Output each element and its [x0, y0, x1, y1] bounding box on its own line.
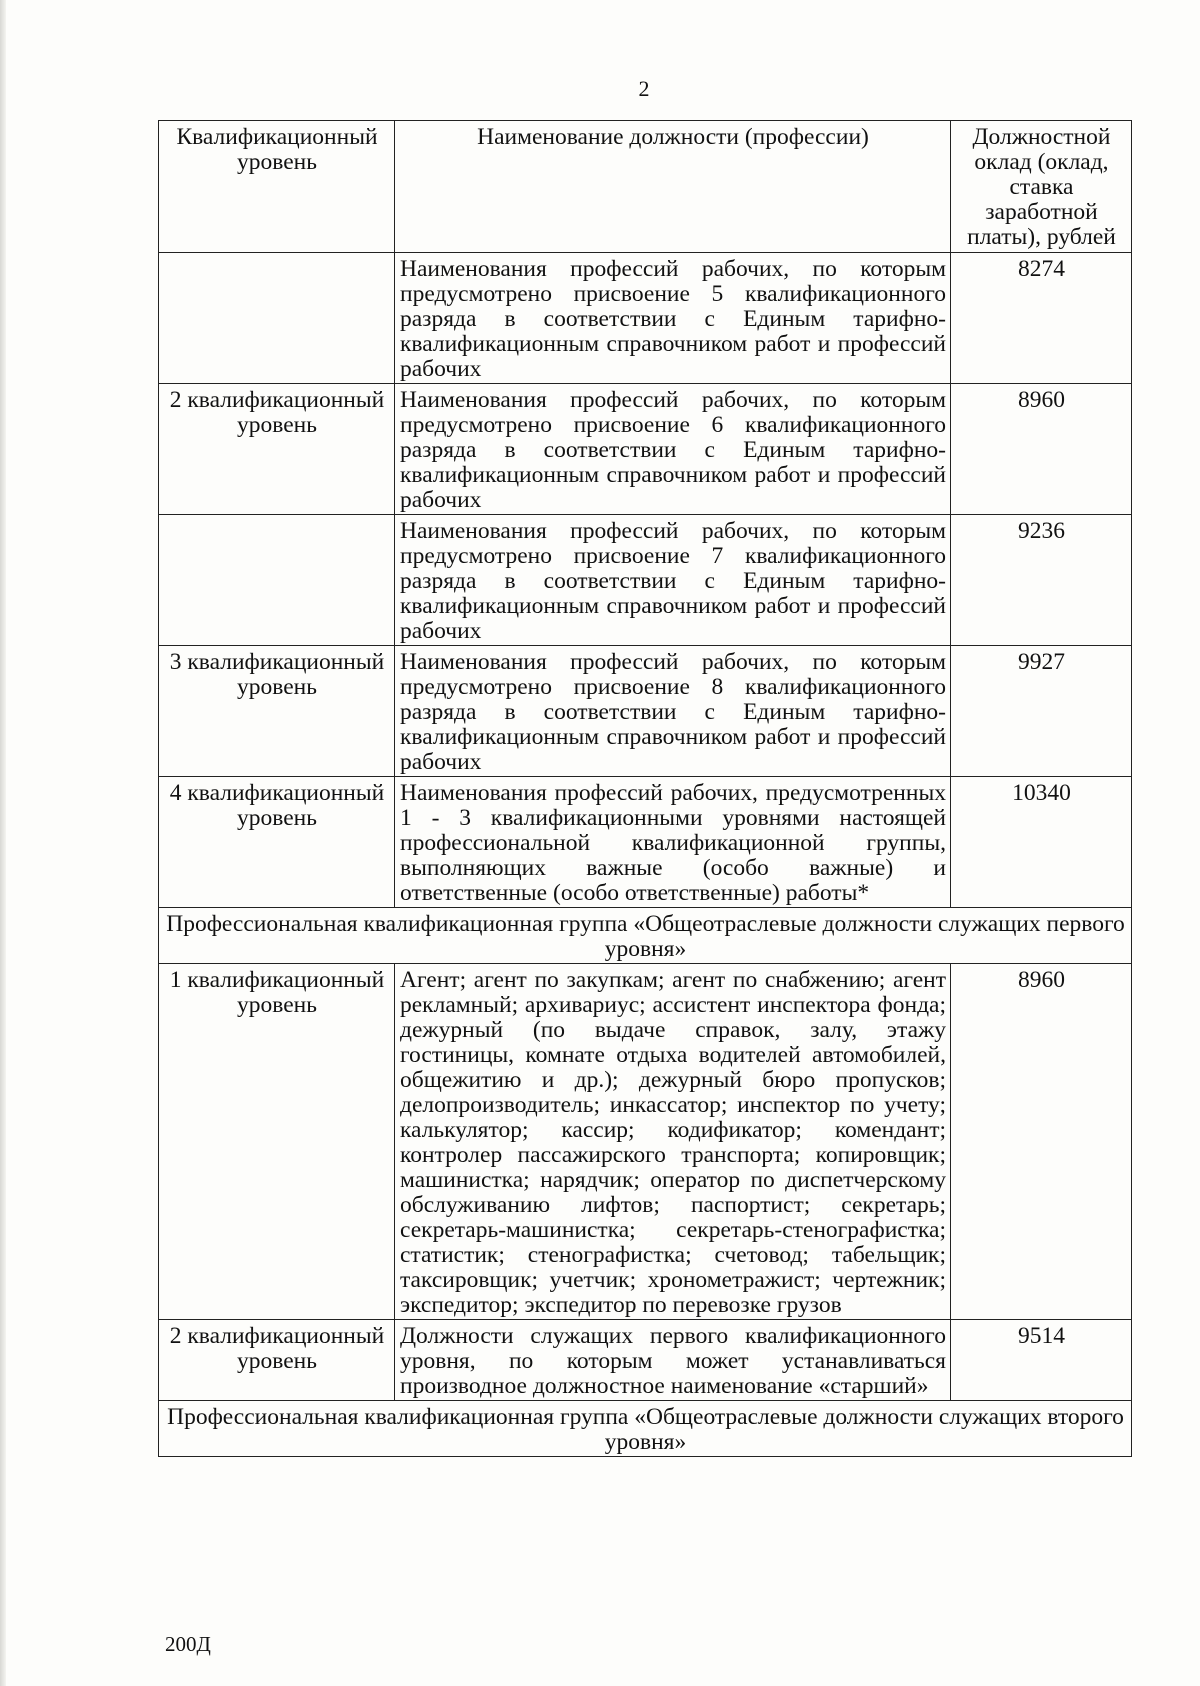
page-number: 2 [638, 76, 650, 101]
table-row [159, 1320, 1132, 1401]
salary-cell: 9236 [951, 515, 1132, 646]
group-row [159, 1401, 1132, 1457]
table-row [159, 646, 1132, 777]
salary-cell: 8960 [951, 384, 1132, 515]
name-cell: Наименования профессий рабочих, по которым предусмотрено присвоение 5 квалификационного разряда в соответствии с Единым тарифно-квалификационным справочником работ и профессий рабочих [395, 253, 951, 384]
level-cell: 1 квалификационный уровень [159, 964, 395, 1320]
table-row [159, 253, 1132, 384]
name-cell: Агент; агент по закупкам; агент по снабжению; агент рекламный; архивариус; ассистент инспектора фонда; дежурный (по выдаче справок, залу, этажу гостиницы, комнате отдыха водителей автомобилей, общежитию и др.); дежурный бюро пропусков; делопроизводитель; инкассатор; инспектор по учету; калькулятор; кассир; кодификатор; комендант; контролер пассажирского транспорта; копировщик; машинистка; нарядчик; оператор по диспетчерскому обслуживанию лифтов; паспортист; секретарь; секретарь-машинистка; секретарь-стенографистка; статистик; стенографистка; счетовод; табельщик; таксировщик; учетчик; хронометражист; чертежник; экспедитор; экспедитор по перевозке грузов [395, 964, 951, 1320]
salary-cell: 10340 [951, 777, 1132, 908]
group-title: Профессиональная квалификационная группа «Общеотраслевые должности служащих первого уровня» [159, 908, 1132, 964]
salary-cell: 8274 [951, 253, 1132, 384]
level-cell: 2 квалификационный уровень [159, 1320, 395, 1401]
name-cell: Должности служащих первого квалификационного уровня, по которым может устанавливаться производное должностное наименование «старший» [395, 1320, 951, 1401]
level-cell [159, 253, 395, 384]
table-row [159, 515, 1132, 646]
table-header-row [159, 121, 1132, 253]
salary-cell: 9514 [951, 1320, 1132, 1401]
name-cell: Наименования профессий рабочих, по которым предусмотрено присвоение 8 квалификационного разряда в соответствии с Единым тарифно-квалификационным справочником работ и профессий рабочих [395, 646, 951, 777]
salary-table [158, 120, 1132, 1457]
salary-cell: 9927 [951, 646, 1132, 777]
table-row [159, 964, 1132, 1320]
group-title: Профессиональная квалификационная группа «Общеотраслевые должности служащих второго уровня» [159, 1401, 1132, 1457]
level-cell: 2 квалификационный уровень [159, 384, 395, 515]
level-cell: 3 квалификационный уровень [159, 646, 395, 777]
name-cell: Наименования профессий рабочих, по которым предусмотрено присвоение 6 квалификационного разряда в соответствии с Единым тарифно-квалификационным справочником работ и профессий рабочих [395, 384, 951, 515]
level-cell [159, 515, 395, 646]
group-row [159, 908, 1132, 964]
name-cell: Наименования профессий рабочих, предусмотренных 1 - 3 квалификационными уровнями настоящей профессиональной квалификационной группы, выполняющих важные (особо важные) и ответственные (особо ответственные) работы* [395, 777, 951, 908]
header-name: Наименование должности (профессии) [395, 121, 951, 253]
table-row [159, 384, 1132, 515]
salary-cell: 8960 [951, 964, 1132, 1320]
header-level: Квалификационный уровень [159, 121, 395, 253]
name-cell: Наименования профессий рабочих, по которым предусмотрено присвоение 7 квалификационного разряда в соответствии с Единым тарифно-квалификационным справочником работ и профессий рабочих [395, 515, 951, 646]
header-salary: Должностной оклад (оклад, ставка заработной платы), рублей [951, 121, 1132, 253]
footer-code: 200Д [165, 1632, 211, 1656]
table-row [159, 777, 1132, 908]
level-cell: 4 квалификационный уровень [159, 777, 395, 908]
scan-edge [0, 0, 6, 1686]
